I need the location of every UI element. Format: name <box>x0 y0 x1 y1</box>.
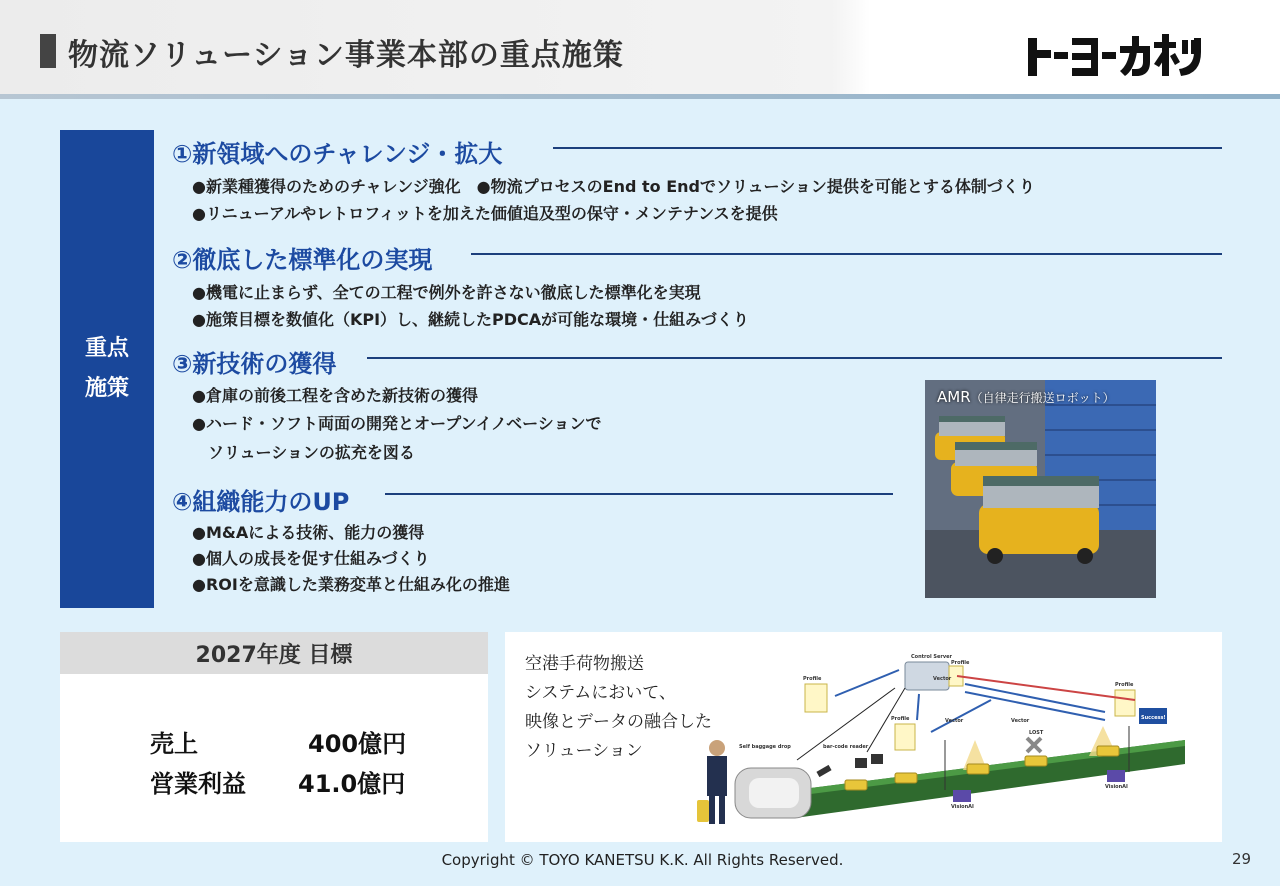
airport-line-4: ソリューション <box>525 741 643 761</box>
goal-sales-value: 400億円 <box>308 730 407 758</box>
section-4-rule <box>385 493 893 495</box>
label-vision-ai-1: VisionAI <box>951 804 974 810</box>
label-profile-1: Profile <box>803 676 822 682</box>
amr-caption-sub: （自律走行搬送ロボット） <box>970 391 1115 405</box>
airport-line-2: システムにおいて、 <box>525 683 676 703</box>
goal-op-profit-value: 41.0億円 <box>298 770 406 798</box>
airport-description <box>525 650 712 766</box>
section-4-heading: ④組織能力のUP <box>172 488 350 516</box>
section-2-bullet-2: ●施策目標を数値化（KPI）し、継続したPDCAが可能な環境・仕組みづくり <box>192 310 749 329</box>
company-logo <box>1024 30 1204 82</box>
label-success: Success! <box>1141 715 1166 721</box>
page-number: 29 <box>1232 850 1252 868</box>
airport-baggage-panel <box>505 632 1222 842</box>
label-profile-3: Profile <box>951 660 970 666</box>
section-2-bullet-1: ●機電に止まらず、全ての工程で例外を許さない徹底した標準化を実現 <box>192 283 701 302</box>
section-4-bullet-3: ●ROIを意識した業務変革と仕組み化の推進 <box>192 575 510 594</box>
section-3-heading: ③新技術の獲得 <box>172 350 337 378</box>
amr-photo <box>925 380 1156 598</box>
side-label-line2: 施策 <box>84 376 129 401</box>
label-lost: LOST <box>1029 730 1044 736</box>
section-2-rule <box>471 253 1222 255</box>
section-3-bullet-2: ●ハード・ソフト両面の開発とオープンイノベーションで <box>192 414 602 433</box>
airport-system-diagram <box>695 640 1215 838</box>
section-4-bullet-1: ●M&Aによる技術、能力の獲得 <box>192 523 425 542</box>
label-self-baggage-drop: Self baggage drop <box>739 744 791 750</box>
amr-robots-illustration <box>925 380 1156 598</box>
label-vector-3: Vector <box>1011 718 1030 724</box>
header-divider <box>0 94 1280 99</box>
goal-panel <box>60 632 488 842</box>
section-3-bullet-1: ●倉庫の前後工程を含めた新技術の獲得 <box>192 386 478 405</box>
section-1-heading: ①新領域へのチャレンジ・拡大 <box>172 140 503 168</box>
section-1-bullet-1: ●新業種獲得のためのチャレンジ強化 ●物流プロセスのEnd to Endでソリューション提供を可能とする体制づくり <box>192 177 1035 196</box>
copyright-footer: Copyright © TOYO KANETSU K.K. All Rights Reserved. <box>441 851 844 869</box>
goal-heading: 2027年度 目標 <box>60 632 488 674</box>
page-title: 物流ソリューション事業本部の重点施策 <box>68 38 624 73</box>
goal-sales-label: 売上 <box>150 730 198 758</box>
airport-line-3: 映像とデータの融合した <box>525 712 712 732</box>
goal-op-profit-label: 営業利益 <box>150 770 246 798</box>
title-marker <box>40 34 56 68</box>
section-4-bullet-2: ●個人の成長を促す仕組みづくり <box>192 549 430 568</box>
key-measures-label <box>60 130 154 608</box>
label-profile-2: Profile <box>891 716 910 722</box>
section-2-heading: ②徹底した標準化の実現 <box>172 246 433 274</box>
section-3-rule <box>367 357 1222 359</box>
label-vision-ai-2: VisionAI <box>1105 784 1128 790</box>
section-3-bullet-3: ソリューションの拡充を図る <box>192 443 415 462</box>
label-vector-2: Vector <box>945 718 964 724</box>
amr-caption-main: AMR <box>937 388 971 406</box>
section-1-bullet-2: ●リニューアルやレトロフィットを加えた価値追及型の保守・メンテナンスを提供 <box>192 204 778 223</box>
label-vector-1: Vector <box>933 676 952 682</box>
amr-caption <box>937 388 1115 406</box>
label-barcode-reader: bar-code reader <box>823 744 869 750</box>
side-label-line1: 重点 <box>84 336 129 361</box>
label-control-server: Control Server <box>911 654 952 660</box>
label-profile-4: Profile <box>1115 682 1134 688</box>
section-1-rule <box>553 147 1222 149</box>
airport-line-1: 空港手荷物搬送 <box>525 654 644 674</box>
